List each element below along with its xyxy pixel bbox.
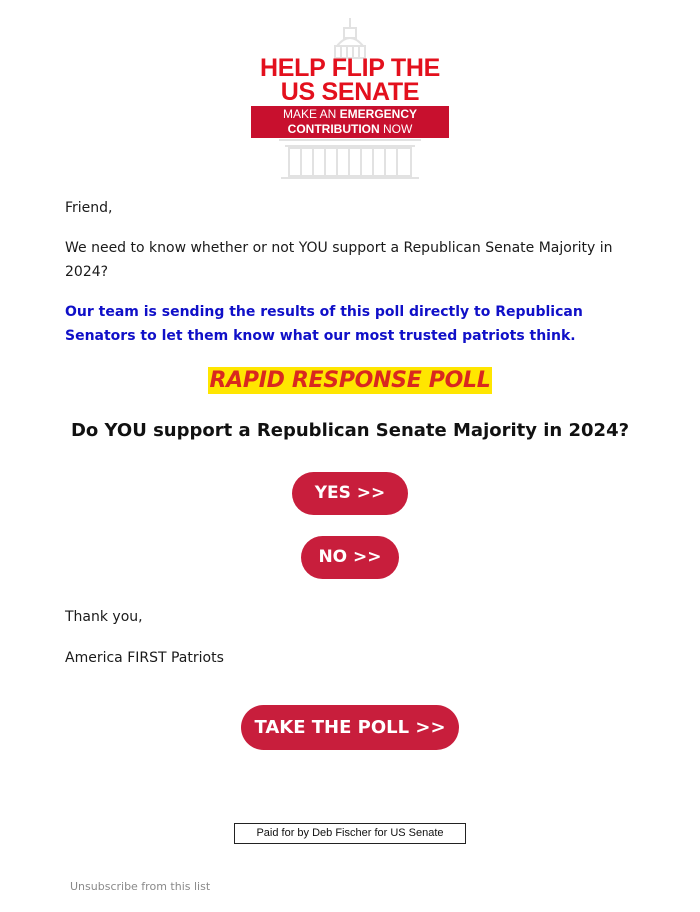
banner-headline-line2: US SENATE bbox=[280, 78, 420, 106]
banner-contribution-box bbox=[251, 106, 449, 138]
poll-question: Do YOU support a Republican Senate Majority in 2024? bbox=[70, 420, 630, 441]
banner-cta-now: NOW bbox=[379, 122, 413, 136]
blue-note: Our team is sending the results of this poll directly to Republican Senators to let them know what our most trusted patriots think. bbox=[65, 304, 583, 344]
banner-headline bbox=[249, 56, 451, 104]
banner-cta-emergency: EMERGENCY bbox=[339, 107, 418, 121]
yes-button[interactable] bbox=[292, 472, 408, 515]
take-poll-button[interactable] bbox=[241, 705, 459, 750]
poll-tag bbox=[0, 368, 700, 393]
banner-cta-contribution: CONTRIBUTION bbox=[287, 122, 380, 136]
no-button[interactable] bbox=[301, 536, 399, 579]
header-banner[interactable] bbox=[249, 16, 451, 182]
signoff: Thank you, bbox=[65, 609, 143, 625]
banner-headline-line1: HELP FLIP THE bbox=[260, 54, 440, 82]
signature: America FIRST Patriots bbox=[65, 650, 224, 666]
intro-paragraph: We need to know whether or not YOU support a Republican Senate Majority in 2024? bbox=[65, 240, 613, 280]
no-button-label: NO >> bbox=[318, 547, 382, 567]
poll-tag-label: RAPID RESPONSE POLL bbox=[209, 368, 491, 393]
paid-for-disclaimer: Paid for by Deb Fischer for US Senate bbox=[234, 823, 466, 844]
banner-cta-make-an: MAKE AN bbox=[282, 107, 340, 121]
unsubscribe-link[interactable]: Unsubscribe from this list bbox=[70, 880, 211, 893]
take-poll-button-label: TAKE THE POLL >> bbox=[254, 717, 446, 738]
yes-button-label: YES >> bbox=[314, 483, 386, 503]
greeting: Friend, bbox=[65, 200, 113, 216]
